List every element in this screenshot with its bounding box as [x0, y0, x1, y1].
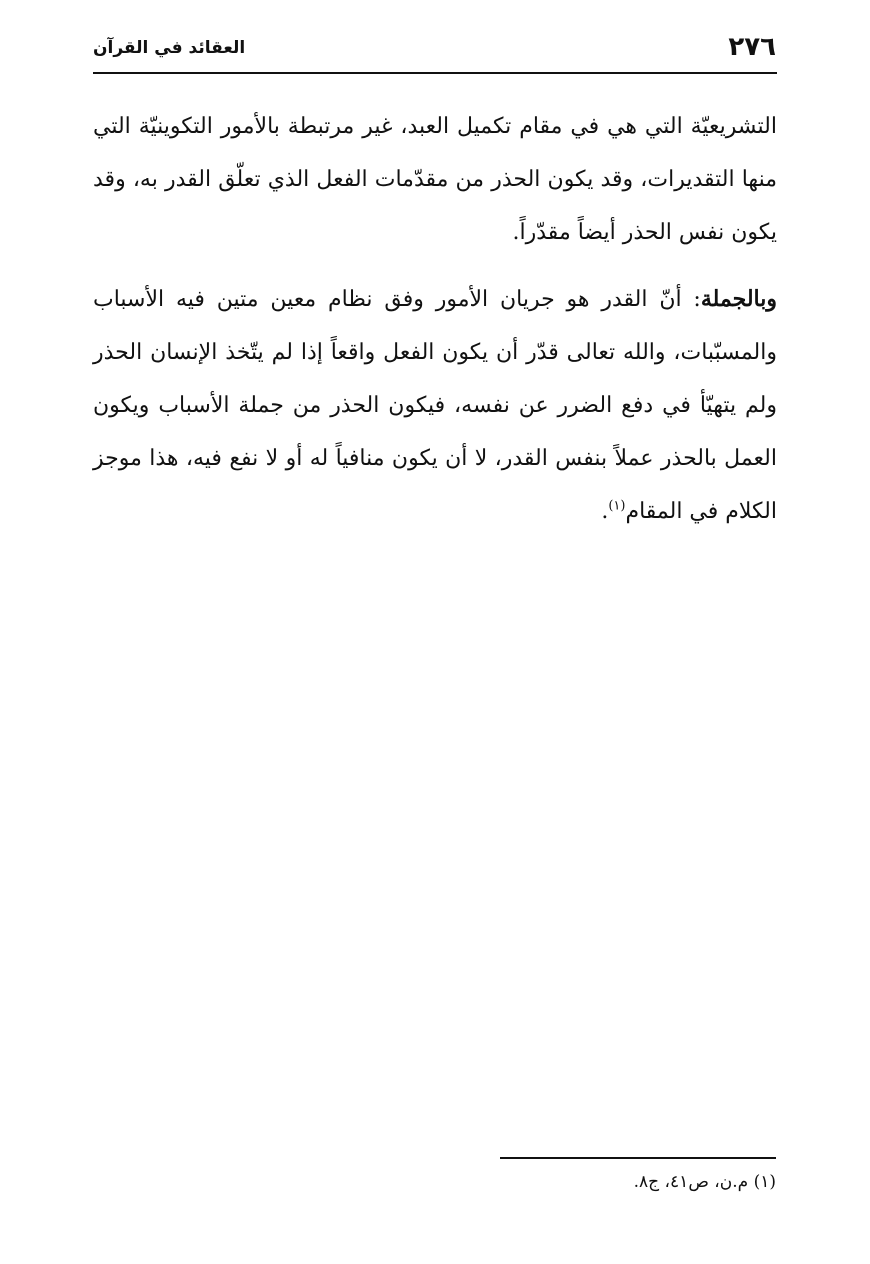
lead-term: وبالجملة: [700, 286, 777, 312]
paragraph-2: [93, 273, 777, 538]
main-text: [93, 100, 777, 538]
paragraph-1: التشريعيّة التي هي في مقام تكميل العبد، غير مرتبطة بالأمور التكوينيّة التي منها التقديرات، وقد يكون الحذر من مقدّمات الفعل الذي تعلّق القدر به، وقد يكون نفس الحذر أيضاً مقدّراً.: [93, 114, 777, 245]
paragraph-2-end: .: [601, 499, 609, 524]
footnote-divider: [500, 1157, 776, 1159]
footnote: (١) م.ن، ص٤١، ج٨.: [633, 1172, 776, 1192]
header-divider: [93, 72, 777, 74]
footnote-marker[interactable]: (١): [608, 498, 626, 514]
page-number: ٢٧٦: [728, 32, 776, 62]
page-header: [93, 30, 776, 70]
running-title: العقائد في القرآن: [93, 38, 246, 58]
paragraph-2-text: : أنّ القدر هو جريان الأمور وفق نظام معين متين فيه الأسباب والمسبّبات، والله تعالى قدّر أن يكون الفعل واقعاً إذا لم يتّخذ الإنسان الحذر ولم يتهيّأ في دفع الضرر عن نفسه، فيكون الحذر من جملة الأسباب ويكون العمل بالحذر عملاً بنفس القدر، لا أن يكون منافياً له أو لا نفع فيه، هذا موجز الكلام في المقام: [93, 287, 777, 524]
